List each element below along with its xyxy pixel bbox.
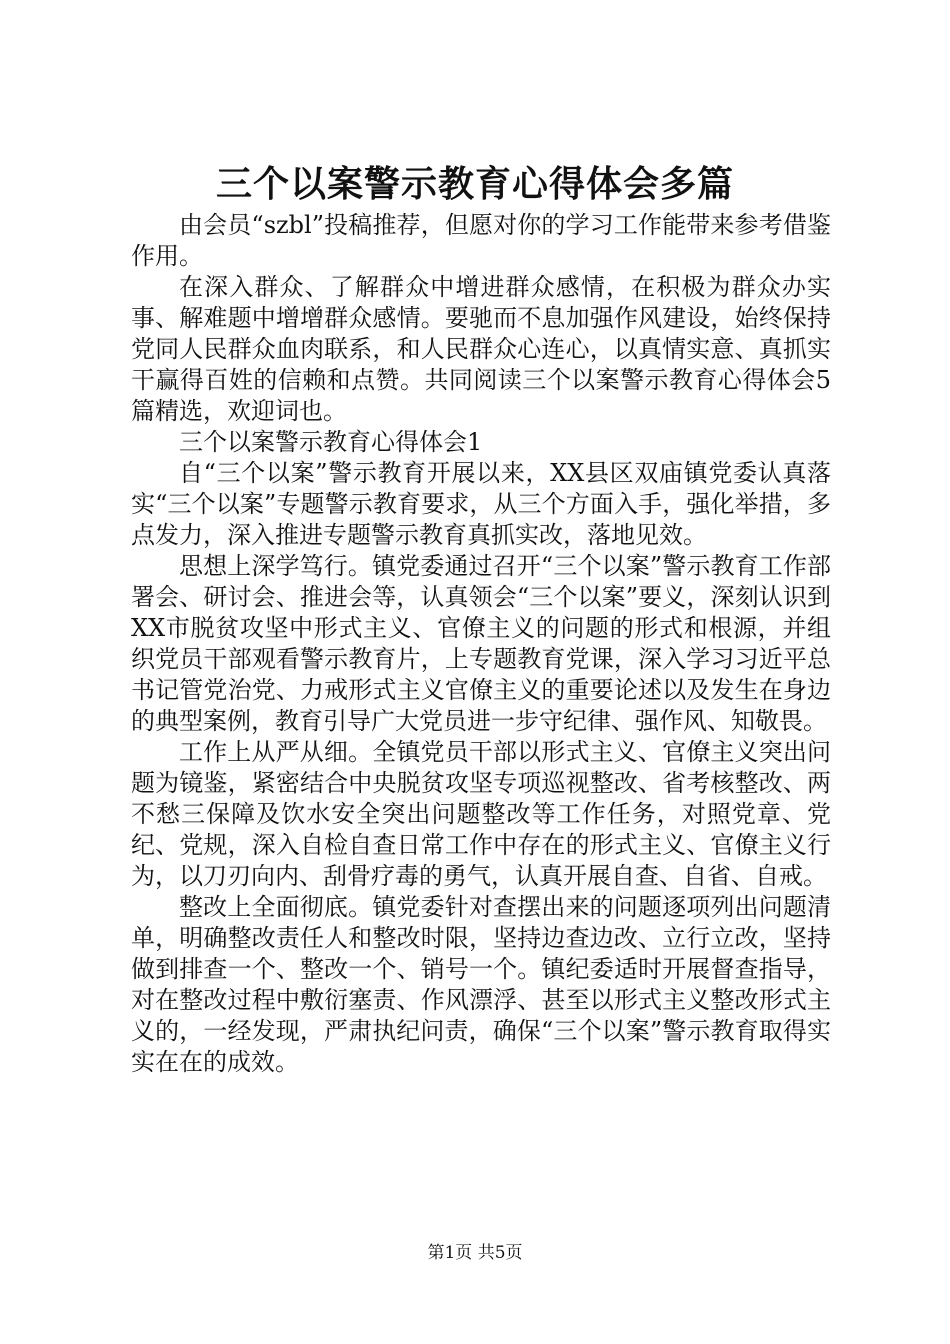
page-footer: 第1页 共5页 bbox=[427, 1243, 523, 1263]
body-paragraph: 思想上深学笃行。镇党委通过召开“三个以案”警示教育工作部署会、研讨会、推进会等，认真领会“三个以案”要义，深刻认识到XX市脱贫攻坚中形式主义、官僚主义的问题的形式和根源，并组织党员干部观看警示教育片，上专题教育党课，深入学习习近平总书记管党治党、力戒形式主义官僚主义的重要论述以及发生在身边的典型案例，教育引导广大党员进一步守纪律、强作风、知敬畏。 bbox=[131, 552, 831, 735]
document-title: 三个以案警示教育心得体会多篇 bbox=[215, 163, 734, 205]
document-body bbox=[131, 210, 831, 1078]
body-paragraph: 工作上从严从细。全镇党员干部以形式主义、官僚主义突出问题为镜鉴，紧密结合中央脱贫攻坚专项巡视整改、省考核整改、两不愁三保障及饮水安全突出问题整改等工作任务，对照党章、党纪、党规，深入自检自查日常工作中存在的形式主义、官僚主义行为，以刀刃向内、刮骨疗毒的勇气，认真开展自查、自省、自戒。 bbox=[131, 738, 831, 890]
body-paragraph: 整改上全面彻底。镇党委针对查摆出来的问题逐项列出问题清单，明确整改责任人和整改时限，坚持边查边改、立行立改，坚持做到排查一个、整改一个、销号一个。镇纪委适时开展督查指导，对在整改过程中敷衍塞责、作风漂浮、甚至以形式主义整改形式主义的，一经发现，严肃执纪问责，确保“三个以案”警示教育取得实实在在的成效。 bbox=[131, 893, 831, 1076]
section-heading: 三个以案警示教育心得体会1 bbox=[179, 428, 483, 456]
summary-paragraph: 在深入群众、了解群众中增进群众感情，在积极为群众办实事、解难题中增增群众感情。要驰而不息加强作风建设，始终保持党同人民群众血肉联系，和人民群众心连心，以真情实意、真抓实干赢得百姓的信赖和点赞。共同阅读三个以案警示教育心得体会5篇精选，欢迎词也。 bbox=[131, 273, 831, 425]
body-paragraph: 自“三个以案”警示教育开展以来，XX县区双庙镇党委认真落实“三个以案”专题警示教育要求，从三个方面入手，强化举措，多点发力，深入推进专题警示教育真抓实改，落地见效。 bbox=[131, 459, 831, 549]
intro-paragraph: 由会员“szbl”投稿推荐，但愿对你的学习工作能带来参考借鉴作用。 bbox=[131, 211, 831, 270]
